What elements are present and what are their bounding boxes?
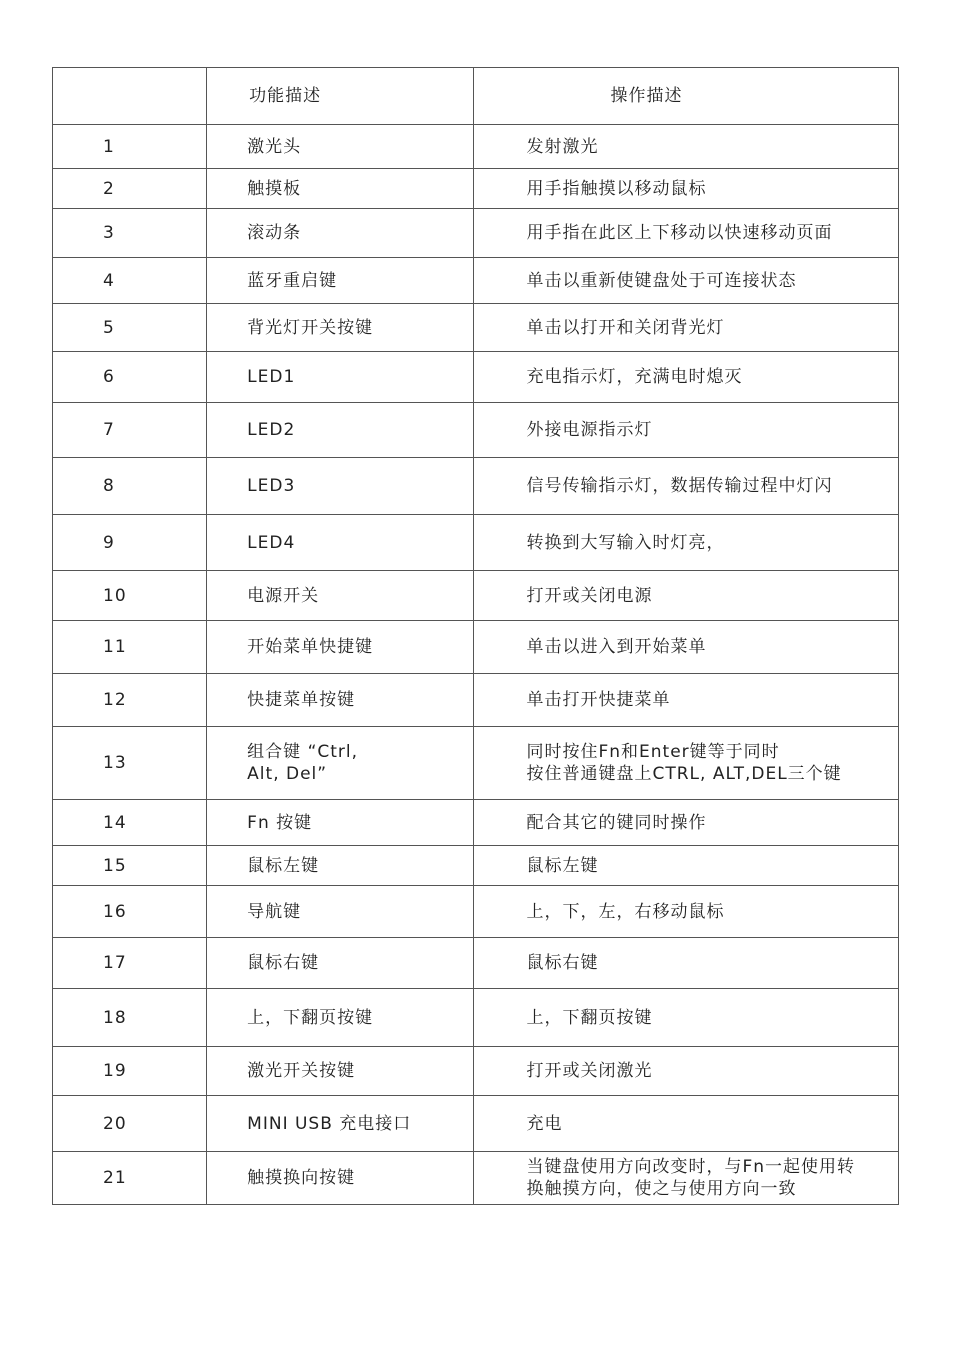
table-row bbox=[53, 1152, 899, 1205]
row-operation-text: 上，下翻页按键 bbox=[526, 1007, 653, 1028]
header-number bbox=[53, 68, 207, 125]
row-function bbox=[207, 621, 474, 674]
row-operation-text: 发射激光 bbox=[526, 136, 599, 157]
row-operation bbox=[474, 125, 899, 169]
row-function bbox=[207, 846, 474, 886]
row-operation-text: 打开或关闭电源 bbox=[526, 585, 653, 606]
row-operation bbox=[474, 674, 899, 727]
row-operation-text: 鼠标右键 bbox=[526, 953, 599, 973]
row-operation bbox=[474, 1152, 899, 1205]
row-number bbox=[53, 989, 207, 1047]
row-number-text: 21 bbox=[103, 1168, 127, 1188]
table-row bbox=[53, 304, 899, 352]
table-row bbox=[53, 125, 899, 169]
row-number bbox=[53, 621, 207, 674]
row-number-text: 20 bbox=[103, 1113, 127, 1134]
row-function-text: LED3 bbox=[247, 476, 296, 496]
row-function bbox=[207, 458, 474, 515]
row-operation-text: 用手指在此区上下移动以快速移动页面 bbox=[526, 223, 833, 243]
row-number-text: 5 bbox=[103, 317, 115, 338]
row-function-text: LED4 bbox=[247, 532, 296, 553]
row-operation bbox=[474, 571, 899, 621]
row-operation bbox=[474, 938, 899, 989]
row-operation-text: 单击以进入到开始菜单 bbox=[526, 637, 707, 657]
row-function bbox=[207, 938, 474, 989]
row-number bbox=[53, 515, 207, 571]
row-operation bbox=[474, 352, 899, 403]
row-number-text: 14 bbox=[103, 812, 127, 833]
table-row bbox=[53, 727, 899, 800]
row-number bbox=[53, 304, 207, 352]
row-function bbox=[207, 304, 474, 352]
row-number-text: 1 bbox=[103, 136, 115, 157]
row-function-text: MINI USB 充电接口 bbox=[247, 1113, 412, 1134]
table-row bbox=[53, 458, 899, 515]
row-operation-text: 鼠标左键 bbox=[526, 855, 599, 876]
row-number bbox=[53, 571, 207, 621]
row-function bbox=[207, 209, 474, 258]
row-operation bbox=[474, 1096, 899, 1152]
row-number-text: 9 bbox=[103, 532, 115, 553]
row-number-text: 2 bbox=[103, 178, 115, 199]
row-number-text: 12 bbox=[103, 690, 127, 710]
table-row bbox=[53, 352, 899, 403]
row-operation bbox=[474, 989, 899, 1047]
row-function bbox=[207, 727, 474, 800]
row-function bbox=[207, 169, 474, 209]
row-operation-text: 单击以重新使键盘处于可连接状态 bbox=[526, 270, 797, 291]
table-row bbox=[53, 621, 899, 674]
row-function bbox=[207, 403, 474, 458]
row-number bbox=[53, 727, 207, 800]
table-row bbox=[53, 571, 899, 621]
row-function bbox=[207, 886, 474, 938]
row-number bbox=[53, 258, 207, 304]
row-number-text: 17 bbox=[103, 953, 127, 973]
row-number-text: 19 bbox=[103, 1061, 127, 1081]
table-row bbox=[53, 674, 899, 727]
row-number-text: 13 bbox=[103, 753, 127, 773]
row-number-text: 10 bbox=[103, 585, 127, 606]
table-body bbox=[53, 125, 899, 1205]
row-function-text: LED1 bbox=[247, 367, 296, 387]
row-number bbox=[53, 886, 207, 938]
table-row bbox=[53, 1096, 899, 1152]
table-row bbox=[53, 209, 899, 258]
row-number-text: 3 bbox=[103, 223, 115, 243]
row-function bbox=[207, 989, 474, 1047]
row-function-text: 鼠标右键 bbox=[247, 953, 320, 973]
row-operation-text: 打开或关闭激光 bbox=[526, 1061, 653, 1081]
header-function: 功能描述 bbox=[207, 68, 474, 125]
row-function bbox=[207, 1152, 474, 1205]
row-number-text: 7 bbox=[103, 420, 115, 440]
row-operation-text: 信号传输指示灯，数据传输过程中灯闪 bbox=[526, 476, 833, 496]
row-operation-text: 转换到大写输入时灯亮， bbox=[526, 532, 725, 553]
row-operation-text: 上，下，左，右移动鼠标 bbox=[526, 901, 725, 922]
row-operation-text: 充电 bbox=[526, 1113, 563, 1134]
function-table bbox=[52, 67, 899, 1205]
row-number bbox=[53, 800, 207, 846]
row-number-text: 4 bbox=[103, 270, 115, 291]
row-function-text: 蓝牙重启键 bbox=[247, 270, 338, 291]
row-operation bbox=[474, 169, 899, 209]
row-number bbox=[53, 846, 207, 886]
table-row bbox=[53, 800, 899, 846]
row-function-text: 触摸换向按键 bbox=[247, 1168, 356, 1188]
row-function bbox=[207, 515, 474, 571]
row-operation bbox=[474, 886, 899, 938]
row-function-text: 激光开关按键 bbox=[247, 1061, 356, 1081]
row-operation-text: 充电指示灯，充满电时熄灭 bbox=[526, 367, 743, 387]
row-function-text: 背光灯开关按键 bbox=[247, 317, 374, 338]
row-operation bbox=[474, 621, 899, 674]
row-function-text: 滚动条 bbox=[247, 223, 302, 243]
row-number bbox=[53, 458, 207, 515]
row-function-text: LED2 bbox=[247, 420, 296, 440]
row-operation-text: 配合其它的键同时操作 bbox=[526, 812, 707, 833]
row-operation bbox=[474, 846, 899, 886]
table-row bbox=[53, 846, 899, 886]
row-operation bbox=[474, 403, 899, 458]
row-operation bbox=[474, 515, 899, 571]
table-header-row bbox=[53, 68, 899, 125]
row-function-text: 导航键 bbox=[247, 901, 302, 922]
row-operation-text: 单击以打开和关闭背光灯 bbox=[526, 317, 725, 338]
row-function bbox=[207, 674, 474, 727]
table-row bbox=[53, 886, 899, 938]
row-number-text: 6 bbox=[103, 367, 115, 387]
row-function bbox=[207, 352, 474, 403]
row-function-text: 开始菜单快捷键 bbox=[247, 637, 374, 657]
row-operation-text: 用手指触摸以移动鼠标 bbox=[526, 178, 707, 199]
row-function bbox=[207, 1096, 474, 1152]
row-operation bbox=[474, 1047, 899, 1096]
header-operation: 操作描述 bbox=[474, 68, 899, 125]
row-operation bbox=[474, 800, 899, 846]
table-row bbox=[53, 938, 899, 989]
row-function bbox=[207, 258, 474, 304]
row-number-text: 8 bbox=[103, 476, 115, 496]
table-row bbox=[53, 1047, 899, 1096]
row-operation bbox=[474, 258, 899, 304]
row-number-text: 15 bbox=[103, 855, 127, 876]
table-row bbox=[53, 169, 899, 209]
row-function-text: 电源开关 bbox=[247, 585, 320, 606]
row-operation-text: 当键盘使用方向改变时，与Fn一起使用转 换触摸方向，使之与使用方向一致 bbox=[526, 1157, 856, 1199]
row-number bbox=[53, 209, 207, 258]
row-operation bbox=[474, 209, 899, 258]
row-number bbox=[53, 938, 207, 989]
table-row bbox=[53, 403, 899, 458]
row-operation bbox=[474, 727, 899, 800]
row-number bbox=[53, 403, 207, 458]
row-number bbox=[53, 1152, 207, 1205]
row-function bbox=[207, 1047, 474, 1096]
row-function-text: 组合键 “Ctrl, Alt, Del” bbox=[247, 742, 359, 784]
row-function-text: 上，下翻页按键 bbox=[247, 1007, 374, 1028]
row-number-text: 16 bbox=[103, 901, 127, 922]
row-number-text: 18 bbox=[103, 1007, 127, 1028]
table-row bbox=[53, 258, 899, 304]
row-operation-text: 单击打开快捷菜单 bbox=[526, 690, 671, 710]
row-function bbox=[207, 800, 474, 846]
row-operation-text: 外接电源指示灯 bbox=[526, 420, 653, 440]
row-number bbox=[53, 1047, 207, 1096]
row-function-text: Fn 按键 bbox=[247, 812, 313, 833]
row-function-text: 激光头 bbox=[247, 136, 302, 157]
row-function-text: 触摸板 bbox=[247, 178, 302, 199]
row-operation bbox=[474, 304, 899, 352]
table-row bbox=[53, 989, 899, 1047]
row-function bbox=[207, 571, 474, 621]
table-row bbox=[53, 515, 899, 571]
row-operation-text: 同时按住Fn和Enter键等于同时 按住普通键盘上CTRL, ALT,DEL三个键 bbox=[526, 742, 842, 784]
row-number bbox=[53, 1096, 207, 1152]
row-function bbox=[207, 125, 474, 169]
row-number bbox=[53, 125, 207, 169]
row-number bbox=[53, 352, 207, 403]
row-number-text: 11 bbox=[103, 637, 127, 657]
row-number bbox=[53, 169, 207, 209]
row-function-text: 鼠标左键 bbox=[247, 855, 320, 876]
row-number bbox=[53, 674, 207, 727]
row-function-text: 快捷菜单按键 bbox=[247, 690, 356, 710]
row-operation bbox=[474, 458, 899, 515]
